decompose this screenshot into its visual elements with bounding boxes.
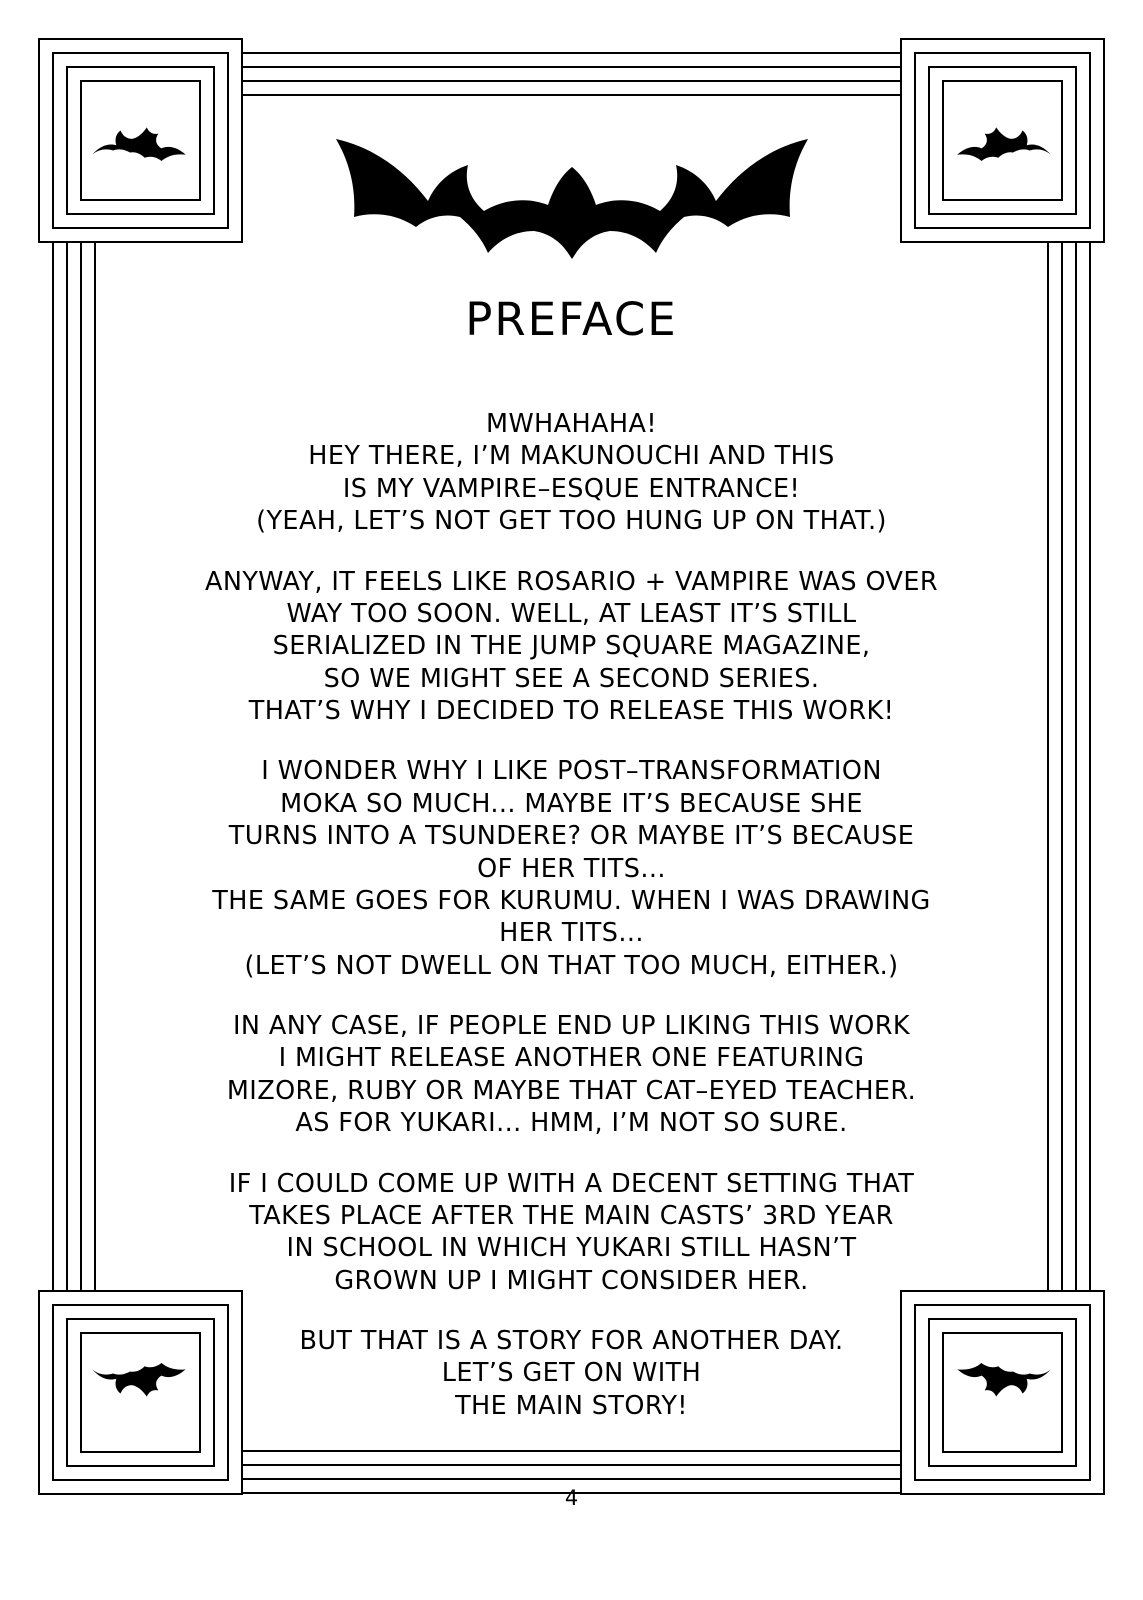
text-line: THE SAME GOES FOR KURUMU. WHEN I WAS DRAWING (212, 885, 931, 916)
text-line: IF I COULD COME UP WITH A DECENT SETTING THAT (228, 1168, 915, 1199)
preface-body (192, 408, 952, 1422)
text-line: AS FOR YUKARI... HMM, I’M NOT SO SURE. (295, 1108, 848, 1139)
text-line: LET’S GET ON WITH (441, 1358, 702, 1389)
text-line: ANYWAY, IT FEELS LIKE ROSARIO + VAMPIRE WAS OVER (205, 566, 938, 597)
text-line: GROWN UP I MIGHT CONSIDER HER. (334, 1265, 809, 1296)
text-line: I WONDER WHY I LIKE POST–TRANSFORMATION (261, 756, 882, 787)
text-line: I MIGHT RELEASE ANOTHER ONE FEATURING (278, 1043, 865, 1074)
frame-rule-left-2 (66, 66, 68, 1480)
frame-rule-left-3 (80, 80, 82, 1466)
text-line: TAKES PLACE AFTER THE MAIN CASTS’ 3RD YEAR (249, 1200, 894, 1231)
page-title: PREFACE (465, 293, 678, 346)
paragraph-6 (192, 1325, 952, 1422)
paragraph-1 (192, 408, 952, 538)
text-line: MWHAHAHA! (486, 409, 657, 439)
page-number: 4 (564, 1486, 579, 1510)
frame-rule-right-3 (1061, 80, 1063, 1466)
bat-icon (332, 125, 812, 275)
frame-rule-left-1 (52, 52, 54, 1494)
text-line: (YEAH, LET’S NOT GET TOO HUNG UP ON THAT.) (256, 506, 887, 537)
text-line: MOKA SO MUCH... MAYBE IT’S BECAUSE SHE (280, 788, 863, 819)
paragraph-2 (192, 566, 952, 728)
text-line: MIZORE, RUBY OR MAYBE THAT CAT–EYED TEACHER. (226, 1075, 917, 1106)
frame-rule-right-1 (1089, 52, 1091, 1494)
paragraph-5 (192, 1168, 952, 1298)
text-line: IS MY VAMPIRE–ESQUE ENTRANCE! (342, 473, 801, 504)
paragraph-3 (192, 755, 952, 982)
text-line: BUT THAT IS A STORY FOR ANOTHER DAY. (299, 1326, 844, 1356)
text-line: TURNS INTO A TSUNDERE? OR MAYBE IT’S BECAUSE (228, 821, 915, 852)
text-line: OF HER TITS... (477, 853, 666, 884)
text-line: HEY THERE, I’M MAKUNOUCHI AND THIS (308, 441, 835, 472)
document-content (120, 100, 1023, 1422)
frame-rule-right-4 (1047, 94, 1049, 1452)
text-line: HER TITS... (499, 918, 644, 949)
text-line: WAY TOO SOON. WELL, AT LEAST IT’S STILL (286, 598, 857, 629)
paragraph-4 (192, 1010, 952, 1140)
text-line: SO WE MIGHT SEE A SECOND SERIES. (323, 663, 820, 694)
text-line: IN SCHOOL IN WHICH YUKARI STILL HASN’T (286, 1233, 857, 1264)
text-line: (LET’S NOT DWELL ON THAT TOO MUCH, EITHER.) (244, 950, 899, 981)
frame-rule-right-2 (1075, 66, 1077, 1480)
frame-rule-left-4 (94, 94, 96, 1452)
text-line: SERIALIZED IN THE JUMP SQUARE MAGAZINE, (272, 631, 871, 662)
text-line: THE MAIN STORY! (455, 1390, 688, 1421)
text-line: IN ANY CASE, IF PEOPLE END UP LIKING THIS WORK (233, 1011, 910, 1041)
text-line: THAT’S WHY I DECIDED TO RELEASE THIS WORK! (248, 696, 895, 726)
